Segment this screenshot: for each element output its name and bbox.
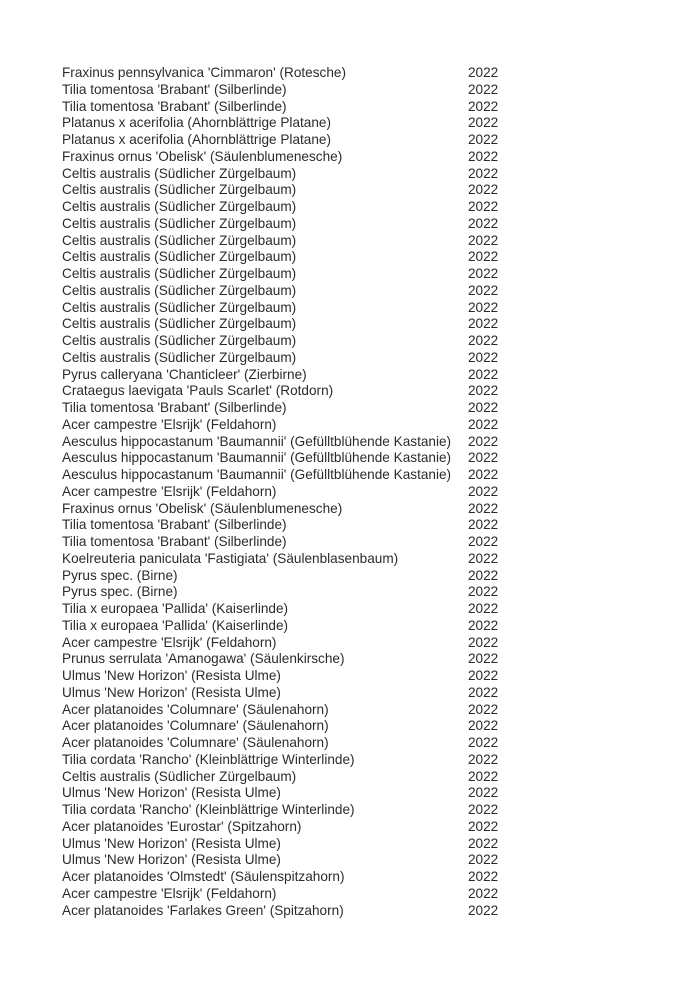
planting-year: 2022 bbox=[468, 701, 499, 717]
tree-name: Acer campestre 'Elsrijk' (Feldahorn) bbox=[62, 634, 277, 650]
tree-name: Tilia tomentosa 'Brabant' (Silberlinde) bbox=[62, 98, 287, 114]
table-row bbox=[62, 350, 652, 367]
table-row bbox=[62, 249, 652, 266]
table-row bbox=[62, 735, 652, 752]
tree-name: Platanus x acerifolia (Ahornblättrige Platane) bbox=[62, 115, 332, 131]
tree-name: Tilia tomentosa 'Brabant' (Silberlinde) bbox=[62, 517, 287, 533]
planting-year: 2022 bbox=[468, 634, 499, 650]
tree-list bbox=[62, 65, 652, 919]
planting-year: 2022 bbox=[468, 249, 499, 265]
tree-name: Fraxinus ornus 'Obelisk' (Säulenblumenesche) bbox=[62, 500, 343, 516]
planting-year: 2022 bbox=[468, 115, 499, 131]
tree-name: Acer platanoides 'Farlakes Green' (Spitzahorn) bbox=[62, 902, 344, 918]
table-row bbox=[62, 266, 652, 283]
tree-name: Acer platanoides 'Eurostar' (Spitzahorn) bbox=[62, 818, 302, 834]
tree-name: Tilia tomentosa 'Brabant' (Silberlinde) bbox=[62, 534, 287, 549]
table-row bbox=[62, 785, 652, 802]
table-row bbox=[62, 568, 652, 585]
table-row bbox=[62, 551, 652, 568]
table-row bbox=[62, 802, 652, 819]
planting-year: 2022 bbox=[468, 651, 499, 667]
table-row bbox=[62, 132, 652, 149]
planting-year: 2022 bbox=[468, 550, 499, 566]
planting-year: 2022 bbox=[468, 165, 499, 181]
planting-year: 2022 bbox=[468, 768, 499, 784]
table-row bbox=[62, 601, 652, 618]
table-row bbox=[62, 65, 652, 82]
planting-year: 2022 bbox=[468, 467, 499, 482]
table-row bbox=[62, 517, 652, 534]
table-row bbox=[62, 283, 652, 300]
tree-name: Acer platanoides 'Columnare' (Säulenahorn) bbox=[62, 701, 329, 717]
table-row bbox=[62, 618, 652, 635]
table-row bbox=[62, 233, 652, 250]
table-row bbox=[62, 484, 652, 501]
table-row bbox=[62, 836, 652, 853]
planting-year: 2022 bbox=[468, 266, 499, 281]
tree-name: Aesculus hippocastanum 'Baumannii' (Gefülltblühende Kastanie) bbox=[62, 433, 452, 449]
planting-year: 2022 bbox=[468, 869, 499, 884]
planting-year: 2022 bbox=[468, 483, 499, 499]
planting-year: 2022 bbox=[468, 684, 499, 700]
table-row bbox=[62, 635, 652, 652]
tree-name: Celtis australis (Südlicher Zürgelbaum) bbox=[62, 182, 297, 198]
table-row bbox=[62, 400, 652, 417]
table-row bbox=[62, 685, 652, 702]
tree-name: Crataegus laevigata 'Pauls Scarlet' (Rotdorn) bbox=[62, 383, 334, 399]
planting-year: 2022 bbox=[468, 802, 499, 817]
planting-year: 2022 bbox=[468, 584, 499, 600]
tree-name: Acer platanoides 'Olmstedt' (Säulenspitzahorn) bbox=[62, 869, 345, 884]
tree-name: Aesculus hippocastanum 'Baumannii' (Gefülltblühende Kastanie) bbox=[62, 450, 452, 466]
planting-year: 2022 bbox=[468, 232, 499, 248]
tree-name: Fraxinus pennsylvanica 'Cimmaron' (Rotesche) bbox=[62, 65, 346, 80]
planting-year: 2022 bbox=[468, 366, 499, 382]
planting-year: 2022 bbox=[468, 81, 499, 97]
tree-name: Prunus serrulata 'Amanogawa' (Säulenkirsche) bbox=[62, 651, 345, 667]
table-row bbox=[62, 584, 652, 601]
tree-name: Tilia tomentosa 'Brabant' (Silberlinde) bbox=[62, 81, 287, 97]
table-row bbox=[62, 718, 652, 735]
table-row bbox=[62, 417, 652, 434]
table-row bbox=[62, 367, 652, 384]
planting-year: 2022 bbox=[468, 65, 499, 80]
tree-name: Celtis australis (Südlicher Zürgelbaum) bbox=[62, 282, 297, 298]
tree-name: Celtis australis (Südlicher Zürgelbaum) bbox=[62, 349, 297, 365]
tree-name: Celtis australis (Südlicher Zürgelbaum) bbox=[62, 768, 297, 784]
planting-year: 2022 bbox=[468, 182, 499, 198]
planting-year: 2022 bbox=[468, 299, 499, 315]
table-row bbox=[62, 99, 652, 116]
tree-name: Tilia x europaea 'Pallida' (Kaiserlinde) bbox=[62, 601, 289, 616]
planting-year: 2022 bbox=[468, 718, 499, 734]
planting-year: 2022 bbox=[468, 885, 499, 901]
tree-name: Acer platanoides 'Columnare' (Säulenahorn) bbox=[62, 735, 329, 750]
table-row bbox=[62, 450, 652, 467]
tree-name: Celtis australis (Südlicher Zürgelbaum) bbox=[62, 199, 297, 214]
table-row bbox=[62, 668, 652, 685]
tree-name: Tilia x europaea 'Pallida' (Kaiserlinde) bbox=[62, 617, 289, 633]
table-row bbox=[62, 819, 652, 836]
tree-name: Celtis australis (Südlicher Zürgelbaum) bbox=[62, 316, 297, 332]
planting-year: 2022 bbox=[468, 148, 499, 164]
table-row bbox=[62, 467, 652, 484]
table-row bbox=[62, 903, 652, 920]
planting-year: 2022 bbox=[468, 500, 499, 516]
planting-year: 2022 bbox=[468, 902, 499, 918]
tree-name: Acer campestre 'Elsrijk' (Feldahorn) bbox=[62, 483, 277, 499]
tree-name: Tilia tomentosa 'Brabant' (Silberlinde) bbox=[62, 400, 287, 415]
tree-name: Koelreuteria paniculata 'Fastigiata' (Säulenblasenbaum) bbox=[62, 550, 399, 566]
table-row bbox=[62, 534, 652, 551]
planting-year: 2022 bbox=[468, 785, 499, 801]
planting-year: 2022 bbox=[468, 132, 499, 147]
table-row bbox=[62, 651, 652, 668]
planting-year: 2022 bbox=[468, 400, 499, 415]
table-row bbox=[62, 886, 652, 903]
tree-name: Acer campestre 'Elsrijk' (Feldahorn) bbox=[62, 416, 277, 432]
planting-year: 2022 bbox=[468, 852, 499, 868]
tree-name: Celtis australis (Südlicher Zürgelbaum) bbox=[62, 165, 297, 181]
tree-name: Fraxinus ornus 'Obelisk' (Säulenblumenesche) bbox=[62, 148, 343, 164]
tree-name: Celtis australis (Südlicher Zürgelbaum) bbox=[62, 266, 297, 281]
table-row bbox=[62, 383, 652, 400]
table-row bbox=[62, 216, 652, 233]
table-row bbox=[62, 501, 652, 518]
table-row bbox=[62, 702, 652, 719]
table-row bbox=[62, 869, 652, 886]
planting-year: 2022 bbox=[468, 383, 499, 399]
table-row bbox=[62, 752, 652, 769]
tree-name: Ulmus 'New Horizon' (Resista Ulme) bbox=[62, 835, 281, 851]
table-row bbox=[62, 199, 652, 216]
planting-year: 2022 bbox=[468, 517, 499, 533]
tree-name: Tilia cordata 'Rancho' (Kleinblättrige Winterlinde) bbox=[62, 751, 355, 767]
tree-name: Ulmus 'New Horizon' (Resista Ulme) bbox=[62, 684, 281, 700]
tree-name: Celtis australis (Südlicher Zürgelbaum) bbox=[62, 299, 297, 315]
planting-year: 2022 bbox=[468, 349, 499, 365]
planting-year: 2022 bbox=[468, 617, 499, 633]
planting-year: 2022 bbox=[468, 282, 499, 298]
tree-name: Celtis australis (Südlicher Zürgelbaum) bbox=[62, 249, 297, 265]
tree-name: Tilia cordata 'Rancho' (Kleinblättrige Winterlinde) bbox=[62, 802, 355, 817]
planting-year: 2022 bbox=[468, 534, 499, 549]
table-row bbox=[62, 149, 652, 166]
planting-year: 2022 bbox=[468, 316, 499, 332]
tree-name: Pyrus calleryana 'Chanticleer' (Zierbirne) bbox=[62, 366, 307, 382]
planting-year: 2022 bbox=[468, 835, 499, 851]
tree-name: Pyrus spec. (Birne) bbox=[62, 584, 178, 600]
planting-year: 2022 bbox=[468, 433, 499, 449]
table-row bbox=[62, 852, 652, 869]
table-row bbox=[62, 333, 652, 350]
planting-year: 2022 bbox=[468, 668, 499, 683]
tree-name: Acer platanoides 'Columnare' (Säulenahorn) bbox=[62, 718, 329, 734]
table-row bbox=[62, 434, 652, 451]
tree-name: Ulmus 'New Horizon' (Resista Ulme) bbox=[62, 668, 281, 683]
tree-name: Aesculus hippocastanum 'Baumannii' (Gefülltblühende Kastanie) bbox=[62, 467, 452, 482]
tree-name: Celtis australis (Südlicher Zürgelbaum) bbox=[62, 215, 297, 231]
tree-name: Platanus x acerifolia (Ahornblättrige Platane) bbox=[62, 132, 332, 147]
planting-year: 2022 bbox=[468, 416, 499, 432]
tree-name: Acer campestre 'Elsrijk' (Feldahorn) bbox=[62, 885, 277, 901]
planting-year: 2022 bbox=[468, 735, 499, 750]
table-row bbox=[62, 166, 652, 183]
planting-year: 2022 bbox=[468, 601, 499, 616]
table-row bbox=[62, 82, 652, 99]
planting-year: 2022 bbox=[468, 98, 499, 114]
table-row bbox=[62, 115, 652, 132]
table-row bbox=[62, 769, 652, 786]
table-row bbox=[62, 300, 652, 317]
tree-name: Ulmus 'New Horizon' (Resista Ulme) bbox=[62, 852, 281, 868]
table-row bbox=[62, 182, 652, 199]
planting-year: 2022 bbox=[468, 751, 499, 767]
planting-year: 2022 bbox=[468, 199, 499, 214]
tree-name: Pyrus spec. (Birne) bbox=[62, 567, 178, 583]
planting-year: 2022 bbox=[468, 215, 499, 231]
planting-year: 2022 bbox=[468, 450, 499, 466]
planting-year: 2022 bbox=[468, 567, 499, 583]
tree-name: Ulmus 'New Horizon' (Resista Ulme) bbox=[62, 785, 281, 801]
planting-year: 2022 bbox=[468, 333, 499, 348]
table-row bbox=[62, 316, 652, 333]
planting-year: 2022 bbox=[468, 818, 499, 834]
tree-name: Celtis australis (Südlicher Zürgelbaum) bbox=[62, 232, 297, 248]
tree-name: Celtis australis (Südlicher Zürgelbaum) bbox=[62, 333, 297, 348]
